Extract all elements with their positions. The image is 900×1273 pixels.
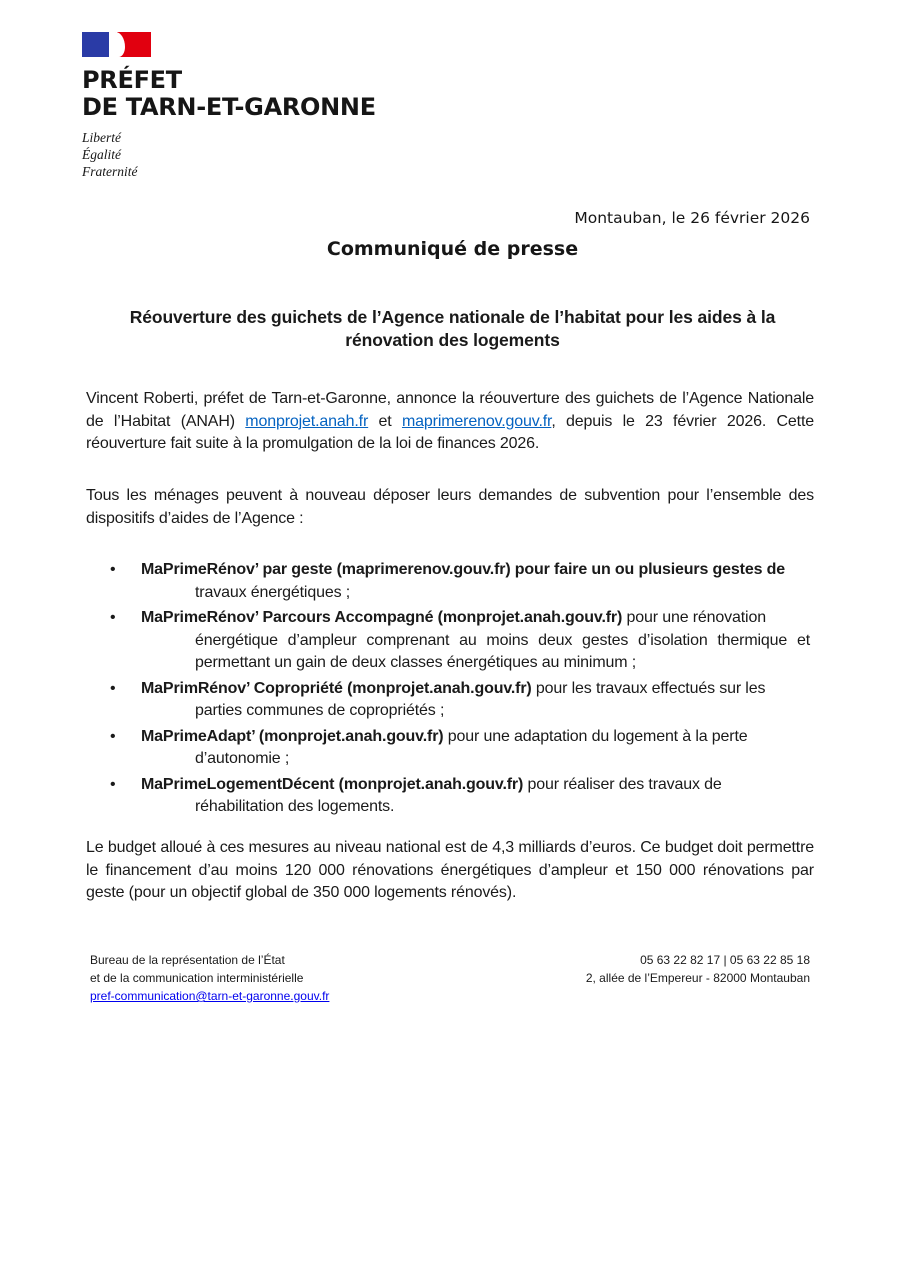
title-line-1: PRÉFET <box>82 66 182 94</box>
document-date: Montauban, le 26 février 2026 <box>574 209 810 227</box>
bullet-icon: • <box>110 727 116 745</box>
motto-liberte: Liberté <box>82 130 121 145</box>
budget-paragraph: Le budget alloué à ces mesures au niveau national est de 4,3 milliards d’euros. Ce budget doit permettre le financement d’au moins 120 000 rénovations énergétiques d’ampleur et 150 000 rénovations par geste (pour un objectif global de 350 000 logements rénovés). <box>86 839 814 901</box>
title-line-2: DE TARN-ET-GARONNE <box>82 93 376 121</box>
email-link[interactable]: pref-communication@tarn-et-garonne.gouv.fr <box>90 989 330 1003</box>
list-item: • MaPrimeLogementDécent (monprojet.anah.gouv.fr) pour réaliser des travaux de réhabilitation des logements. <box>110 775 722 815</box>
intro-paragraph: Vincent Roberti, préfet de Tarn-et-Garonne, annonce la réouverture des guichets de l’Agence Nationale de l’Habitat (ANAH) monprojet.anah.fr et maprimerenov.gouv.fr, depuis le 23 février 2026. Cette réouverture fait suite à la promulgation de la loi de finances 2026. <box>86 390 814 452</box>
marianne-flag-icon <box>82 32 151 57</box>
bullet-icon: • <box>110 775 116 793</box>
phone-numbers: 05 63 22 82 17 | 05 63 22 85 18 <box>640 953 810 967</box>
link-monprojet[interactable]: monprojet.anah.fr <box>245 412 369 430</box>
list-item: • MaPrimeRénov’ Parcours Accompagné (monprojet.anah.gouv.fr) pour une rénovation énergétique d’ampleur comprenant au moins deux gestes d’isolation thermique et permettant un gain de deux classes énergétiques au minimum ; <box>110 609 810 671</box>
bullet-icon: • <box>110 561 116 578</box>
list-item: • MaPrimeRénov’ par geste (maprimerenov.gouv.fr) pour faire un ou plusieurs gestes de travaux énergétiques ; <box>110 561 786 601</box>
bullet-icon: • <box>110 609 116 626</box>
address: 2, allée de l’Empereur - 82000 Montauban <box>585 971 810 985</box>
prefecture-logo <box>82 32 376 180</box>
list-item: • MaPrimeAdapt’ (monprojet.anah.gouv.fr) pour une adaptation du logement à la perte d’autonomie ; <box>110 727 748 767</box>
motto-egalite: Égalité <box>82 147 121 162</box>
link-maprimerenov[interactable]: maprimerenov.gouv.fr <box>401 412 552 430</box>
motto-fraternite: Fraternité <box>82 164 138 179</box>
households-paragraph: Tous les ménages peuvent à nouveau déposer leurs demandes de subvention pour l’ensemble des dispositifs d’aides de l’Agence : <box>86 487 814 527</box>
aid-schemes-list <box>110 559 810 822</box>
prefecture-title <box>82 67 376 121</box>
republic-motto <box>82 129 376 180</box>
document-type: Communiqué de presse <box>326 238 579 260</box>
footer-contact-office: Bureau de la représentation de l’État et de la communication interministérielle pref-communication@tarn-et-garonne.gouv.fr <box>90 953 330 1003</box>
list-item: • MaPrimRénov’ Copropriété (monprojet.anah.gouv.fr) pour les travaux effectués sur les parties communes de copropriétés ; <box>110 679 766 719</box>
bullet-icon: • <box>110 679 116 697</box>
headline: Réouverture des guichets de l’Agence nationale de l’habitat pour les aides à la rénovation des logements <box>129 307 776 350</box>
footer-contact-details <box>586 951 810 987</box>
